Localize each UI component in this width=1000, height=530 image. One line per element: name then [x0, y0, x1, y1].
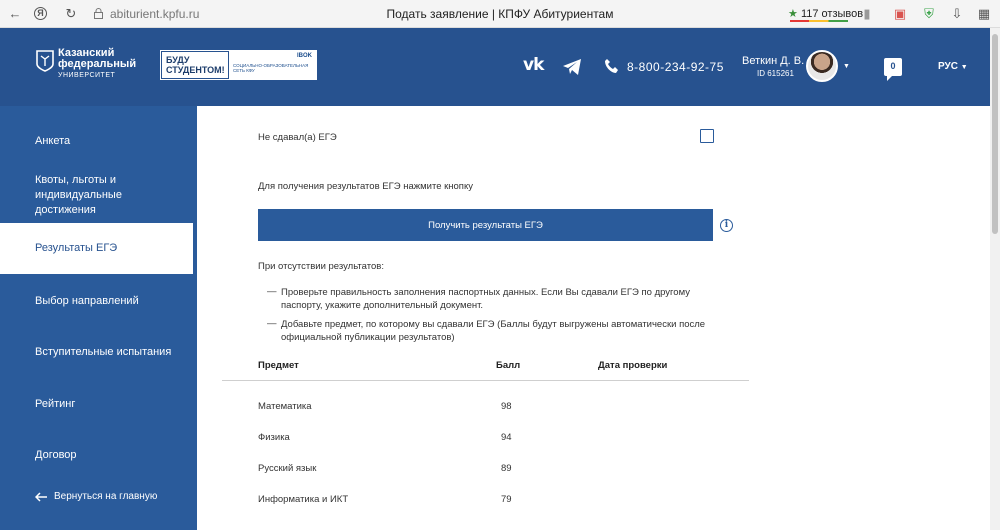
scrollbar-thumb[interactable]: [992, 34, 998, 234]
notifications-badge[interactable]: 0: [884, 58, 902, 76]
sidebar-item-entrance-exams[interactable]: [0, 335, 193, 369]
sidebar-item-ege-results[interactable]: [0, 223, 193, 274]
reload-icon[interactable]: ↻: [65, 6, 77, 21]
logo-line2: федеральный: [58, 58, 137, 70]
lock-icon: [94, 8, 103, 19]
promo-banner-tag: IBOK: [297, 53, 312, 59]
sidebar: [0, 106, 197, 530]
no-exam-label: Не сдавал(а) ЕГЭ: [258, 132, 337, 143]
list-bullet: —: [267, 286, 277, 297]
sidebar-item-label: Рейтинг: [35, 397, 76, 410]
tip-add-subject: Добавьте предмет, по которому вы сдавали ЕГЭ (Баллы будут выгружены автоматически после официальной публикации результатов): [281, 319, 706, 343]
promo-banner-subtitle: СОЦИАЛЬНО-ОБРАЗОВАТЕЛЬНАЯ СЕТЬ КФУ: [233, 63, 309, 73]
column-header-score: Балл: [496, 360, 521, 371]
user-name[interactable]: Веткин Д. В.: [742, 55, 805, 67]
main-content: [197, 106, 990, 530]
shield-icon[interactable]: ⛨: [924, 6, 934, 21]
sidebar-item-quotas[interactable]: [0, 172, 193, 218]
sidebar-item-label: Квоты, льготы и индивидуальные достижения: [35, 173, 122, 216]
vk-icon[interactable]: vk: [523, 55, 544, 75]
table-cell-score: 94: [501, 432, 512, 443]
user-menu-chevron-down-icon[interactable]: ▼: [843, 63, 850, 70]
promo-banner[interactable]: [160, 50, 317, 80]
table-cell-subject: Информатика и ИКТ: [258, 494, 349, 505]
sidebar-item-label: Выбор направлений: [35, 294, 139, 307]
table-cell-score: 98: [501, 401, 512, 412]
sidebar-item-rating[interactable]: [0, 387, 193, 421]
language-selector[interactable]: [938, 61, 968, 72]
no-exam-checkbox[interactable]: [700, 129, 714, 143]
list-bullet: —: [267, 318, 277, 329]
back-to-main-link[interactable]: [35, 491, 157, 502]
table-cell-subject: Русский язык: [258, 463, 317, 474]
sidebar-item-directions[interactable]: [0, 284, 193, 318]
sidebar-item-anketa[interactable]: [0, 124, 193, 158]
table-cell-score: 89: [501, 463, 512, 474]
sidebar-item-label: Результаты ЕГЭ: [35, 242, 118, 254]
phone-number[interactable]: 8-800-234-92-75: [627, 60, 724, 74]
column-header-subject: Предмет: [258, 360, 299, 371]
absence-title: При отсутствии результатов:: [258, 261, 384, 272]
logo-line1: Казанский: [58, 47, 115, 59]
language-label: РУС: [938, 61, 958, 72]
kfu-logo-icon[interactable]: [36, 50, 54, 72]
table-cell-subject: Математика: [258, 401, 312, 412]
sidebar-item-label: Договор: [35, 448, 77, 461]
back-arrow-icon[interactable]: ←: [8, 6, 22, 21]
avatar[interactable]: [806, 50, 838, 82]
reviews-count: 117 отзывов: [800, 8, 864, 20]
address-bar[interactable]: abiturient.kpfu.ru: [110, 7, 200, 21]
arrow-left-icon: [35, 492, 48, 502]
reviews-badge[interactable]: ★ 117 отзывов: [788, 8, 864, 20]
extensions-puzzle-icon[interactable]: ▦: [977, 6, 991, 21]
sidebar-item-label: Анкета: [35, 134, 71, 147]
reviews-rating-bar: [790, 20, 848, 22]
chevron-down-icon: ▼: [960, 64, 968, 71]
sidebar-item-label: Вступительные испытания: [35, 345, 172, 358]
get-results-button[interactable]: Получить результаты ЕГЭ: [258, 209, 713, 241]
promo-banner-title: БУДУ СТУДЕНТОМ!: [161, 51, 229, 79]
scrollbar[interactable]: [990, 28, 1000, 530]
back-link-label: Вернуться на главную: [54, 491, 158, 502]
extension-icon[interactable]: ▣: [893, 6, 907, 21]
browser-toolbar: [0, 0, 1000, 28]
bookmark-icon[interactable]: ▮: [863, 6, 871, 21]
site-header: [0, 28, 990, 106]
table-divider: [222, 380, 749, 381]
logo-title[interactable]: [58, 48, 136, 70]
info-icon[interactable]: i: [720, 219, 733, 232]
downloads-icon[interactable]: ⇩: [951, 6, 963, 21]
yandex-icon[interactable]: Я: [34, 7, 47, 20]
table-cell-subject: Физика: [258, 432, 290, 443]
sidebar-item-contract[interactable]: [0, 438, 193, 472]
logo-subtitle: УНИВЕРСИТЕТ: [58, 72, 116, 79]
tip-passport: Проверьте правильность заполнения паспортных данных. Если Вы сдавали ЕГЭ по другому паспорту, укажите дополнительный документ.: [281, 287, 690, 311]
page-title: Подать заявление | КПФУ Абитуриентам: [386, 7, 614, 21]
table-cell-score: 79: [501, 494, 512, 505]
instruction-text: Для получения результатов ЕГЭ нажмите кнопку: [258, 181, 473, 192]
phone-icon: [604, 58, 620, 74]
user-id: ID 615261: [757, 69, 794, 78]
column-header-date: Дата проверки: [598, 360, 668, 371]
telegram-icon[interactable]: [562, 58, 582, 76]
